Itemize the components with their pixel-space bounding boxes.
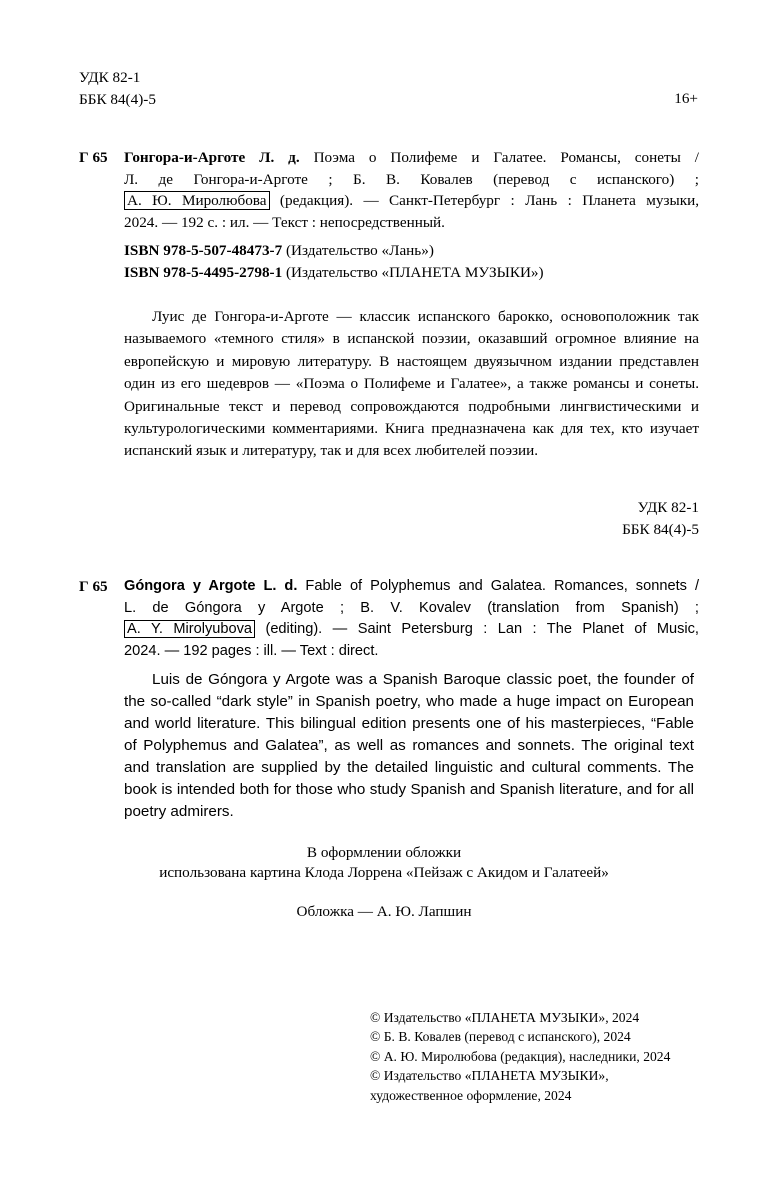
ru-entry-line-4: 2024. — 192 с. : ил. — Текст : непосредственный. — [124, 213, 445, 231]
age-rating: 16+ — [674, 90, 698, 107]
copyright-line: © А. Ю. Миролюбова (редакция), наследники, 2024 — [370, 1048, 671, 1064]
en-entry-line-3 — [124, 619, 699, 641]
cover-note-line-2: использована картина Клода Лоррена «Пейзаж с Акидом и Галатеей» — [159, 864, 609, 881]
en-entry-code: Г 65 — [79, 578, 108, 595]
en-entry-title: Fable of Polyphemus and Galatea. Romances, sonnets / — [305, 578, 699, 594]
bottom-classification — [622, 497, 699, 540]
udk-code: УДК 82-1 — [637, 499, 699, 516]
bbk-code: ББК 84(4)-5 — [622, 520, 699, 538]
cover-designer: Обложка — А. Ю. Лапшин — [296, 903, 472, 920]
isbn-publisher: (Издательство «Лань») — [286, 242, 434, 259]
ru-entry-line-1 — [124, 147, 699, 169]
ru-abstract-text: Луис де Гонгора-и-Арготе — классик испанского барокко, основоположник так называемого «темного стиля» в испанской поэзии, оказавший огромное влияние на европейскую и мировую литературу. В настоящем двуязычном издании представлен один из его шедевров — «Поэма о Полифеме и Галатее», а также романсы и сонеты. Оригинальные текст и перевод сопровождаются подробными лингвистическими и культурологическими комментариями. Книга предназначена как для тех, кто изучает испанский язык и литературу, так и для всех любителей поэзии. — [124, 308, 699, 460]
ru-entry-title: Поэма о Полифеме и Галатее. Романсы, сонеты / — [313, 149, 699, 166]
en-abstract-text: Luis de Góngora y Argote was a Spanish Baroque classic poet, the founder of the so-called “dark style” in Spanish poetry, who made a huge impact on European and world literature. This bilingual edition presents one of his masterpieces, “Fable of Polyphemus and Galatea”, as well as romances and sonnets. The original text and translation are supplied by the detailed linguistic and cultural comments. The book is intended both for those who study Spanish and Spanish literature, and for all poetry admirers. — [124, 671, 694, 820]
ru-entry-author: Гонгора-и-Арготе Л. д. — [124, 149, 300, 166]
en-entry-line-3-rest: (editing). — Saint Petersburg : Lan : The Planet of Music, — [265, 621, 699, 637]
copyright-block — [370, 1008, 670, 1105]
en-entry-author: Góngora y Argote L. d. — [124, 578, 298, 594]
ru-entry-line-3 — [124, 190, 699, 212]
ru-entry-editor: А. Ю. Миролюбова — [124, 191, 270, 210]
copyright-line: © Издательство «ПЛАНЕТА МУЗЫКИ», 2024 — [370, 1010, 640, 1025]
bbk-code: ББК 84(4)-5 — [79, 90, 156, 108]
top-classification — [79, 67, 156, 110]
ru-entry-line-3-rest: (редакция). — Санкт-Петербург : Лань : Планета музыки, — [279, 192, 700, 209]
en-entry — [124, 576, 699, 662]
ru-entry-code: Г 65 — [79, 149, 108, 166]
ru-entry — [124, 147, 699, 233]
isbn-number: ISBN 978-5-507-48473-7 — [124, 242, 283, 259]
cover-note-line-1: В оформлении обложки — [306, 844, 462, 861]
en-entry-line-2: L. de Góngora y Argote ; B. V. Kovalev (translation from Spanish) ; — [124, 599, 699, 616]
udk-code: УДК 82-1 — [79, 69, 141, 86]
en-entry-editor: A. Y. Mirolyubova — [124, 620, 255, 638]
ru-entry-line-2: Л. де Гонгора-и-Арготе ; Б. В. Ковалев (перевод с испанского) ; — [124, 170, 699, 188]
copyright-line: художественное оформление, 2024 — [370, 1087, 572, 1103]
isbn-publisher: (Издательство «ПЛАНЕТА МУЗЫКИ») — [286, 263, 544, 281]
isbn-number: ISBN 978-5-4495-2798-1 — [124, 263, 283, 281]
copyright-line: © Б. В. Ковалев (перевод с испанского), 2024 — [370, 1029, 631, 1045]
isbn-line — [124, 262, 699, 284]
en-abstract — [124, 669, 694, 823]
en-entry-line-1 — [124, 576, 699, 598]
en-entry-line-4: 2024. — 192 pages : ill. — Text : direct. — [124, 642, 379, 659]
copyright-line: © Издательство «ПЛАНЕТА МУЗЫКИ», — [370, 1068, 609, 1084]
cover-note — [0, 843, 768, 883]
isbn-block — [124, 240, 699, 283]
ru-abstract — [124, 306, 699, 463]
isbn-line — [124, 240, 699, 262]
